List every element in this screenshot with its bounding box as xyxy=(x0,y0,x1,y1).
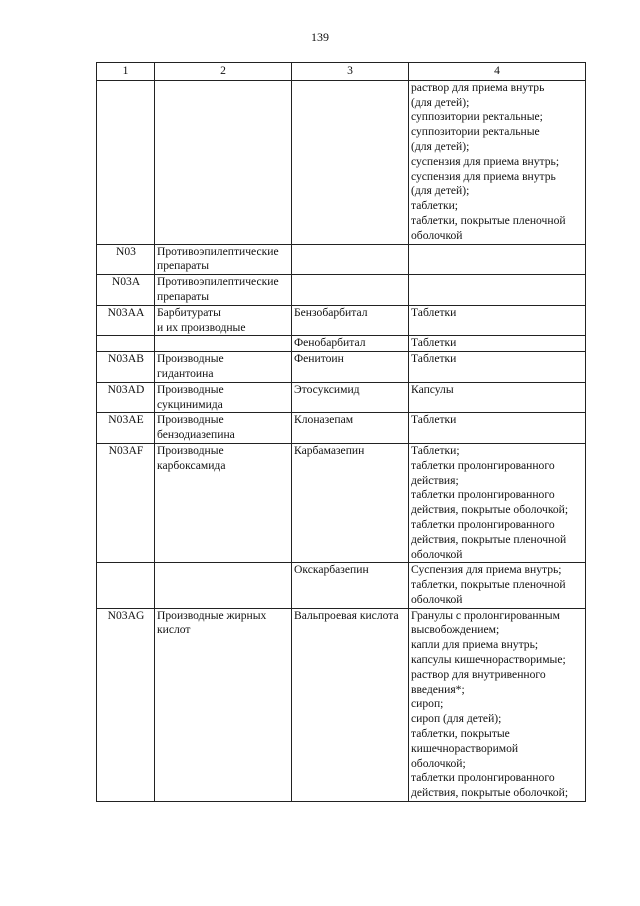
cell-text-line: таблетки пролонгированного xyxy=(411,771,555,785)
cell-text-line: Суспензия для приема внутрь; xyxy=(411,563,562,577)
cell-text-line: Капсулы xyxy=(411,382,454,396)
cell-text-line: таблетки пролонгированного xyxy=(411,517,555,531)
table-row xyxy=(97,608,586,801)
cell-text-line: Окскарбазепин xyxy=(294,563,369,577)
cell-text-line: Карбамазепин xyxy=(294,443,365,457)
column-header-4: 4 xyxy=(409,63,586,81)
page-number: 139 xyxy=(311,30,329,44)
cell-text-line: Производные жирных xyxy=(157,608,267,622)
drug-cell xyxy=(292,80,409,244)
cell-text-line: оболочкой xyxy=(411,547,463,561)
cell-text-line: гидантоина xyxy=(157,366,214,380)
cell-text-line: суспензия для приема внутрь xyxy=(411,169,556,183)
cell-text-line: бензодиазепина xyxy=(157,428,235,442)
cell-text-line: таблетки пролонгированного xyxy=(411,488,555,502)
cell-text-line: кислот xyxy=(157,623,191,637)
cell-text-line: суппозитории ректальные xyxy=(411,125,540,139)
column-header-1: 1 xyxy=(97,63,155,81)
group-cell xyxy=(155,305,292,336)
drug-cell xyxy=(292,413,409,444)
drug-cell xyxy=(292,443,409,562)
drug-cell xyxy=(292,305,409,336)
group-cell xyxy=(155,563,292,608)
atc-code-cell: N03AF xyxy=(97,443,155,562)
cell-text-line: Бензобарбитал xyxy=(294,305,368,319)
cell-text-line: Производные xyxy=(157,352,224,366)
cell-text-line: суппозитории ректальные; xyxy=(411,110,543,124)
cell-text-line: Этосуксимид xyxy=(294,382,360,396)
cell-text-line: (для детей); xyxy=(411,184,470,198)
cell-text-line: оболочкой xyxy=(411,592,463,606)
forms-cell xyxy=(409,443,586,562)
forms-cell xyxy=(409,608,586,801)
cell-text-line: Вальпроевая кислота xyxy=(294,608,399,622)
group-cell xyxy=(155,443,292,562)
cell-text-line: Таблетки xyxy=(411,305,457,319)
cell-text-line: Таблетки xyxy=(411,413,457,427)
cell-text-line: Производные xyxy=(157,382,224,396)
forms-cell xyxy=(409,80,586,244)
drug-cell xyxy=(292,244,409,275)
cell-text-line: Таблетки xyxy=(411,336,457,350)
group-cell xyxy=(155,382,292,413)
drug-cell xyxy=(292,275,409,306)
cell-text-line: препараты xyxy=(157,259,209,273)
cell-text-line: таблетки, покрытые xyxy=(411,727,510,741)
atc-code-cell xyxy=(97,80,155,244)
group-cell xyxy=(155,336,292,352)
forms-cell xyxy=(409,336,586,352)
drug-cell xyxy=(292,336,409,352)
drug-cell xyxy=(292,563,409,608)
table-header-row xyxy=(97,63,586,81)
cell-text-line: действия, покрытые оболочкой; xyxy=(411,503,569,517)
table-row xyxy=(97,336,586,352)
cell-text-line: Таблетки; xyxy=(411,443,460,457)
forms-cell xyxy=(409,244,586,275)
cell-text-line: суспензия для приема внутрь; xyxy=(411,154,560,168)
cell-text-line: сироп (для детей); xyxy=(411,712,502,726)
cell-text-line: Таблетки xyxy=(411,352,457,366)
cell-text-line: капли для приема внутрь; xyxy=(411,638,539,652)
cell-text-line: Производные xyxy=(157,413,224,427)
cell-text-line: Противоэпилептические xyxy=(157,275,279,289)
cell-text-line: капсулы кишечнорастворимые; xyxy=(411,653,566,667)
cell-text-line: карбоксамида xyxy=(157,458,226,472)
table-row xyxy=(97,275,586,306)
cell-text-line: (для детей); xyxy=(411,95,470,109)
table-row xyxy=(97,305,586,336)
cell-text-line: Фенитоин xyxy=(294,352,344,366)
cell-text-line: препараты xyxy=(157,289,209,303)
table-row xyxy=(97,563,586,608)
group-cell xyxy=(155,275,292,306)
group-cell xyxy=(155,80,292,244)
group-cell xyxy=(155,244,292,275)
table-row xyxy=(97,352,586,383)
column-header-3: 3 xyxy=(292,63,409,81)
drug-table xyxy=(96,62,586,802)
cell-text-line: Клоназепам xyxy=(294,413,354,427)
group-cell xyxy=(155,608,292,801)
cell-text-line: Гранулы с пролонгированным xyxy=(411,608,560,622)
cell-text-line: действия, покрытые пленочной xyxy=(411,532,567,546)
cell-text-line: Противоэпилептические xyxy=(157,244,279,258)
cell-text-line: сироп; xyxy=(411,697,444,711)
table-row xyxy=(97,413,586,444)
cell-text-line: сукцинимида xyxy=(157,397,223,411)
cell-text-line: и их производные xyxy=(157,320,246,334)
table-row xyxy=(97,80,586,244)
atc-code-cell: N03AD xyxy=(97,382,155,413)
cell-text-line: раствор для внутривенного xyxy=(411,667,546,681)
drug-cell xyxy=(292,608,409,801)
forms-cell xyxy=(409,305,586,336)
group-cell xyxy=(155,413,292,444)
atc-code-cell: N03AG xyxy=(97,608,155,801)
atc-code-cell xyxy=(97,563,155,608)
cell-text-line: оболочкой xyxy=(411,228,463,242)
cell-text-line: таблетки пролонгированного xyxy=(411,458,555,472)
table-row xyxy=(97,382,586,413)
cell-text-line: таблетки, покрытые пленочной xyxy=(411,213,566,227)
cell-text-line: Фенобарбитал xyxy=(294,336,366,350)
drug-cell xyxy=(292,352,409,383)
cell-text-line: введения*; xyxy=(411,682,465,696)
cell-text-line: Барбитураты xyxy=(157,305,221,319)
drug-cell xyxy=(292,382,409,413)
table-row xyxy=(97,443,586,562)
forms-cell xyxy=(409,275,586,306)
cell-text-line: (для детей); xyxy=(411,139,470,153)
cell-text-line: оболочкой; xyxy=(411,756,466,770)
atc-code-cell: N03AA xyxy=(97,305,155,336)
forms-cell xyxy=(409,382,586,413)
cell-text-line: раствор для приема внутрь xyxy=(411,80,545,94)
forms-cell xyxy=(409,563,586,608)
cell-text-line: высвобождением; xyxy=(411,623,500,637)
cell-text-line: таблетки, покрытые пленочной xyxy=(411,578,566,592)
forms-cell xyxy=(409,413,586,444)
cell-text-line: кишечнорастворимой xyxy=(411,741,519,755)
atc-code-cell: N03 xyxy=(97,244,155,275)
group-cell xyxy=(155,352,292,383)
column-header-2: 2 xyxy=(155,63,292,81)
forms-cell xyxy=(409,352,586,383)
cell-text-line: действия, покрытые оболочкой; xyxy=(411,786,569,800)
atc-code-cell: N03A xyxy=(97,275,155,306)
cell-text-line: таблетки; xyxy=(411,199,459,213)
atc-code-cell xyxy=(97,336,155,352)
atc-code-cell: N03AB xyxy=(97,352,155,383)
cell-text-line: Производные xyxy=(157,443,224,457)
cell-text-line: действия; xyxy=(411,473,459,487)
table-row xyxy=(97,244,586,275)
atc-code-cell: N03AE xyxy=(97,413,155,444)
